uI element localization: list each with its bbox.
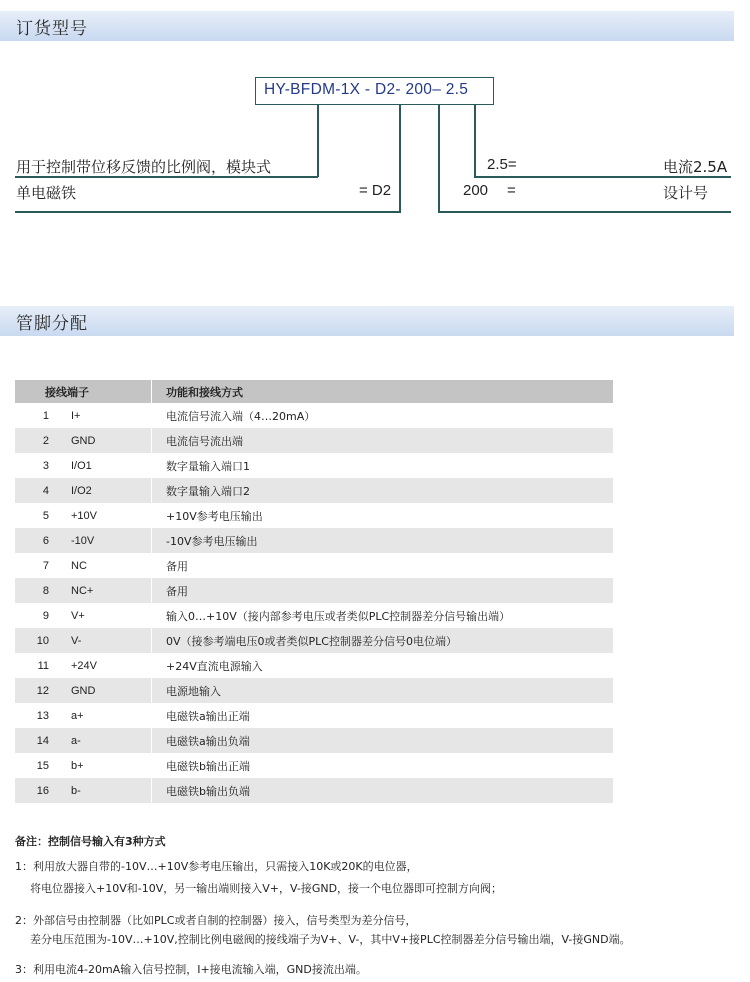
d2-label: = D2 <box>359 182 392 199</box>
table-row <box>15 503 613 528</box>
pin-function: 电流信号流出端 <box>152 428 614 453</box>
pin-terminal: I/O2 <box>71 485 92 497</box>
pin-number: 10 <box>36 635 49 647</box>
pin-terminal: b- <box>71 785 81 797</box>
pin-number: 5 <box>42 510 49 522</box>
pin-terminal: I+ <box>71 410 81 422</box>
table-row <box>15 578 613 603</box>
notes-title: 备注：控制信号输入有3种方式 <box>15 835 166 848</box>
pin-table <box>15 380 613 803</box>
pin-function: 输入0…+10V（接内部参考电压或者类似PLC控制器差分信号输出端） <box>152 603 614 628</box>
pin-function: 电磁铁a输出正端 <box>152 703 614 728</box>
table-row <box>15 678 613 703</box>
pin-terminal: GND <box>71 685 96 697</box>
table-row <box>15 528 613 553</box>
pin-function: 数字量输入端口1 <box>152 453 614 478</box>
col-function-header: 功能和接线方式 <box>152 380 614 403</box>
design-key: 200 <box>463 182 489 199</box>
current-value: 电流2.5A <box>663 158 728 176</box>
pin-number: 16 <box>36 785 49 797</box>
pin-function: 电流信号流入端（4…20mA） <box>152 403 614 428</box>
line-left-vertical <box>317 105 319 177</box>
pin-function: +10V参考电压输出 <box>152 503 614 528</box>
pin-terminal: a- <box>71 735 81 747</box>
pin-function: 数字量输入端口2 <box>152 478 614 503</box>
pin-function: +24V直流电源输入 <box>152 653 614 678</box>
pin-terminal: I/O1 <box>71 460 92 472</box>
table-row <box>15 603 613 628</box>
table-row <box>15 703 613 728</box>
col-terminal-header: 接线端子 <box>15 380 152 403</box>
note-1-line1: 1：利用放大器自带的-10V…+10V参考电压输出，只需接入10K或20K的电位器， <box>15 860 418 873</box>
pin-number: 6 <box>42 535 49 547</box>
table-row <box>15 453 613 478</box>
order-section-title: 订货型号 <box>16 19 88 39</box>
table-row <box>15 553 613 578</box>
table-row <box>15 653 613 678</box>
order-section-header <box>0 11 734 41</box>
pin-terminal: V- <box>71 635 82 647</box>
pin-terminal: NC <box>71 560 87 572</box>
pin-table-header <box>15 380 613 403</box>
pin-number: 7 <box>42 560 49 572</box>
pin-number: 13 <box>36 710 49 722</box>
pin-number: 9 <box>42 610 49 622</box>
pin-function: 备用 <box>152 578 614 603</box>
pin-terminal: GND <box>71 435 96 447</box>
pin-number: 12 <box>36 685 49 697</box>
pin-terminal: -10V <box>71 535 95 547</box>
pin-number: 11 <box>37 660 49 672</box>
design-value: 设计号 <box>663 184 709 202</box>
note-3: 3：利用电流4-20mA输入信号控制，I+接电流输入端，GND接流出端。 <box>15 963 367 976</box>
pin-function: 电磁铁b输出正端 <box>152 753 614 778</box>
table-row <box>15 728 613 753</box>
line-25-vertical <box>474 105 476 177</box>
pin-function: 电源地输入 <box>152 678 614 703</box>
pin-number: 1 <box>42 410 49 422</box>
pin-terminal: +10V <box>71 510 97 522</box>
table-row <box>15 478 613 503</box>
table-row <box>15 753 613 778</box>
pin-number: 14 <box>36 735 49 747</box>
description-line2: 单电磁铁 <box>16 184 77 202</box>
pin-section-header <box>0 306 734 336</box>
pin-terminal: b+ <box>71 760 84 772</box>
table-row <box>15 628 613 653</box>
pin-function: -10V参考电压输出 <box>152 528 614 553</box>
line-200-vertical <box>438 105 440 212</box>
note-1-line2: 将电位器接入+10V和-10V，另一输出端则接入V+，V-接GND，接一个电位器即可控制方向阀； <box>30 882 503 895</box>
pin-number: 8 <box>42 585 49 597</box>
pin-terminal: +24V <box>71 660 97 672</box>
description-line1: 用于控制带位移反馈的比例阀，模块式 <box>16 158 272 176</box>
line-200-horizontal <box>438 211 731 213</box>
pin-number: 4 <box>42 485 49 497</box>
pin-terminal: NC+ <box>71 585 94 597</box>
pin-function: 电磁铁b输出负端 <box>152 778 614 803</box>
table-row <box>15 403 613 428</box>
pin-terminal: V+ <box>71 610 85 622</box>
table-row <box>15 778 613 803</box>
pin-section-title: 管脚分配 <box>16 314 88 334</box>
pin-number: 2 <box>42 435 49 447</box>
pin-function: 备用 <box>152 553 614 578</box>
note-2-line1: 2：外部信号由控制器（比如PLC或者自制的控制器）接入，信号类型为差分信号， <box>15 914 417 927</box>
table-row <box>15 428 613 453</box>
model-code: HY-BFDM-1X - D2- 200– 2.5 <box>264 81 469 98</box>
line-d2-horizontal <box>15 211 401 213</box>
pin-terminal: a+ <box>71 710 84 722</box>
pin-function: 电磁铁a输出负端 <box>152 728 614 753</box>
pin-number: 3 <box>42 460 49 472</box>
current-key: 2.5= <box>487 156 517 173</box>
note-2-line2: 差分电压范围为-10V…+10V,控制比例电磁阀的接线端子为V+、V-，其中V+接PLC控制器差分信号输出端，V-接GND端。 <box>30 933 631 946</box>
design-eq: = <box>507 182 516 199</box>
line-d2-vertical <box>399 105 401 212</box>
pin-number: 15 <box>36 760 49 772</box>
pin-function: 0V（接参考端电压0或者类似PLC控制器差分信号0电位端） <box>152 628 614 653</box>
